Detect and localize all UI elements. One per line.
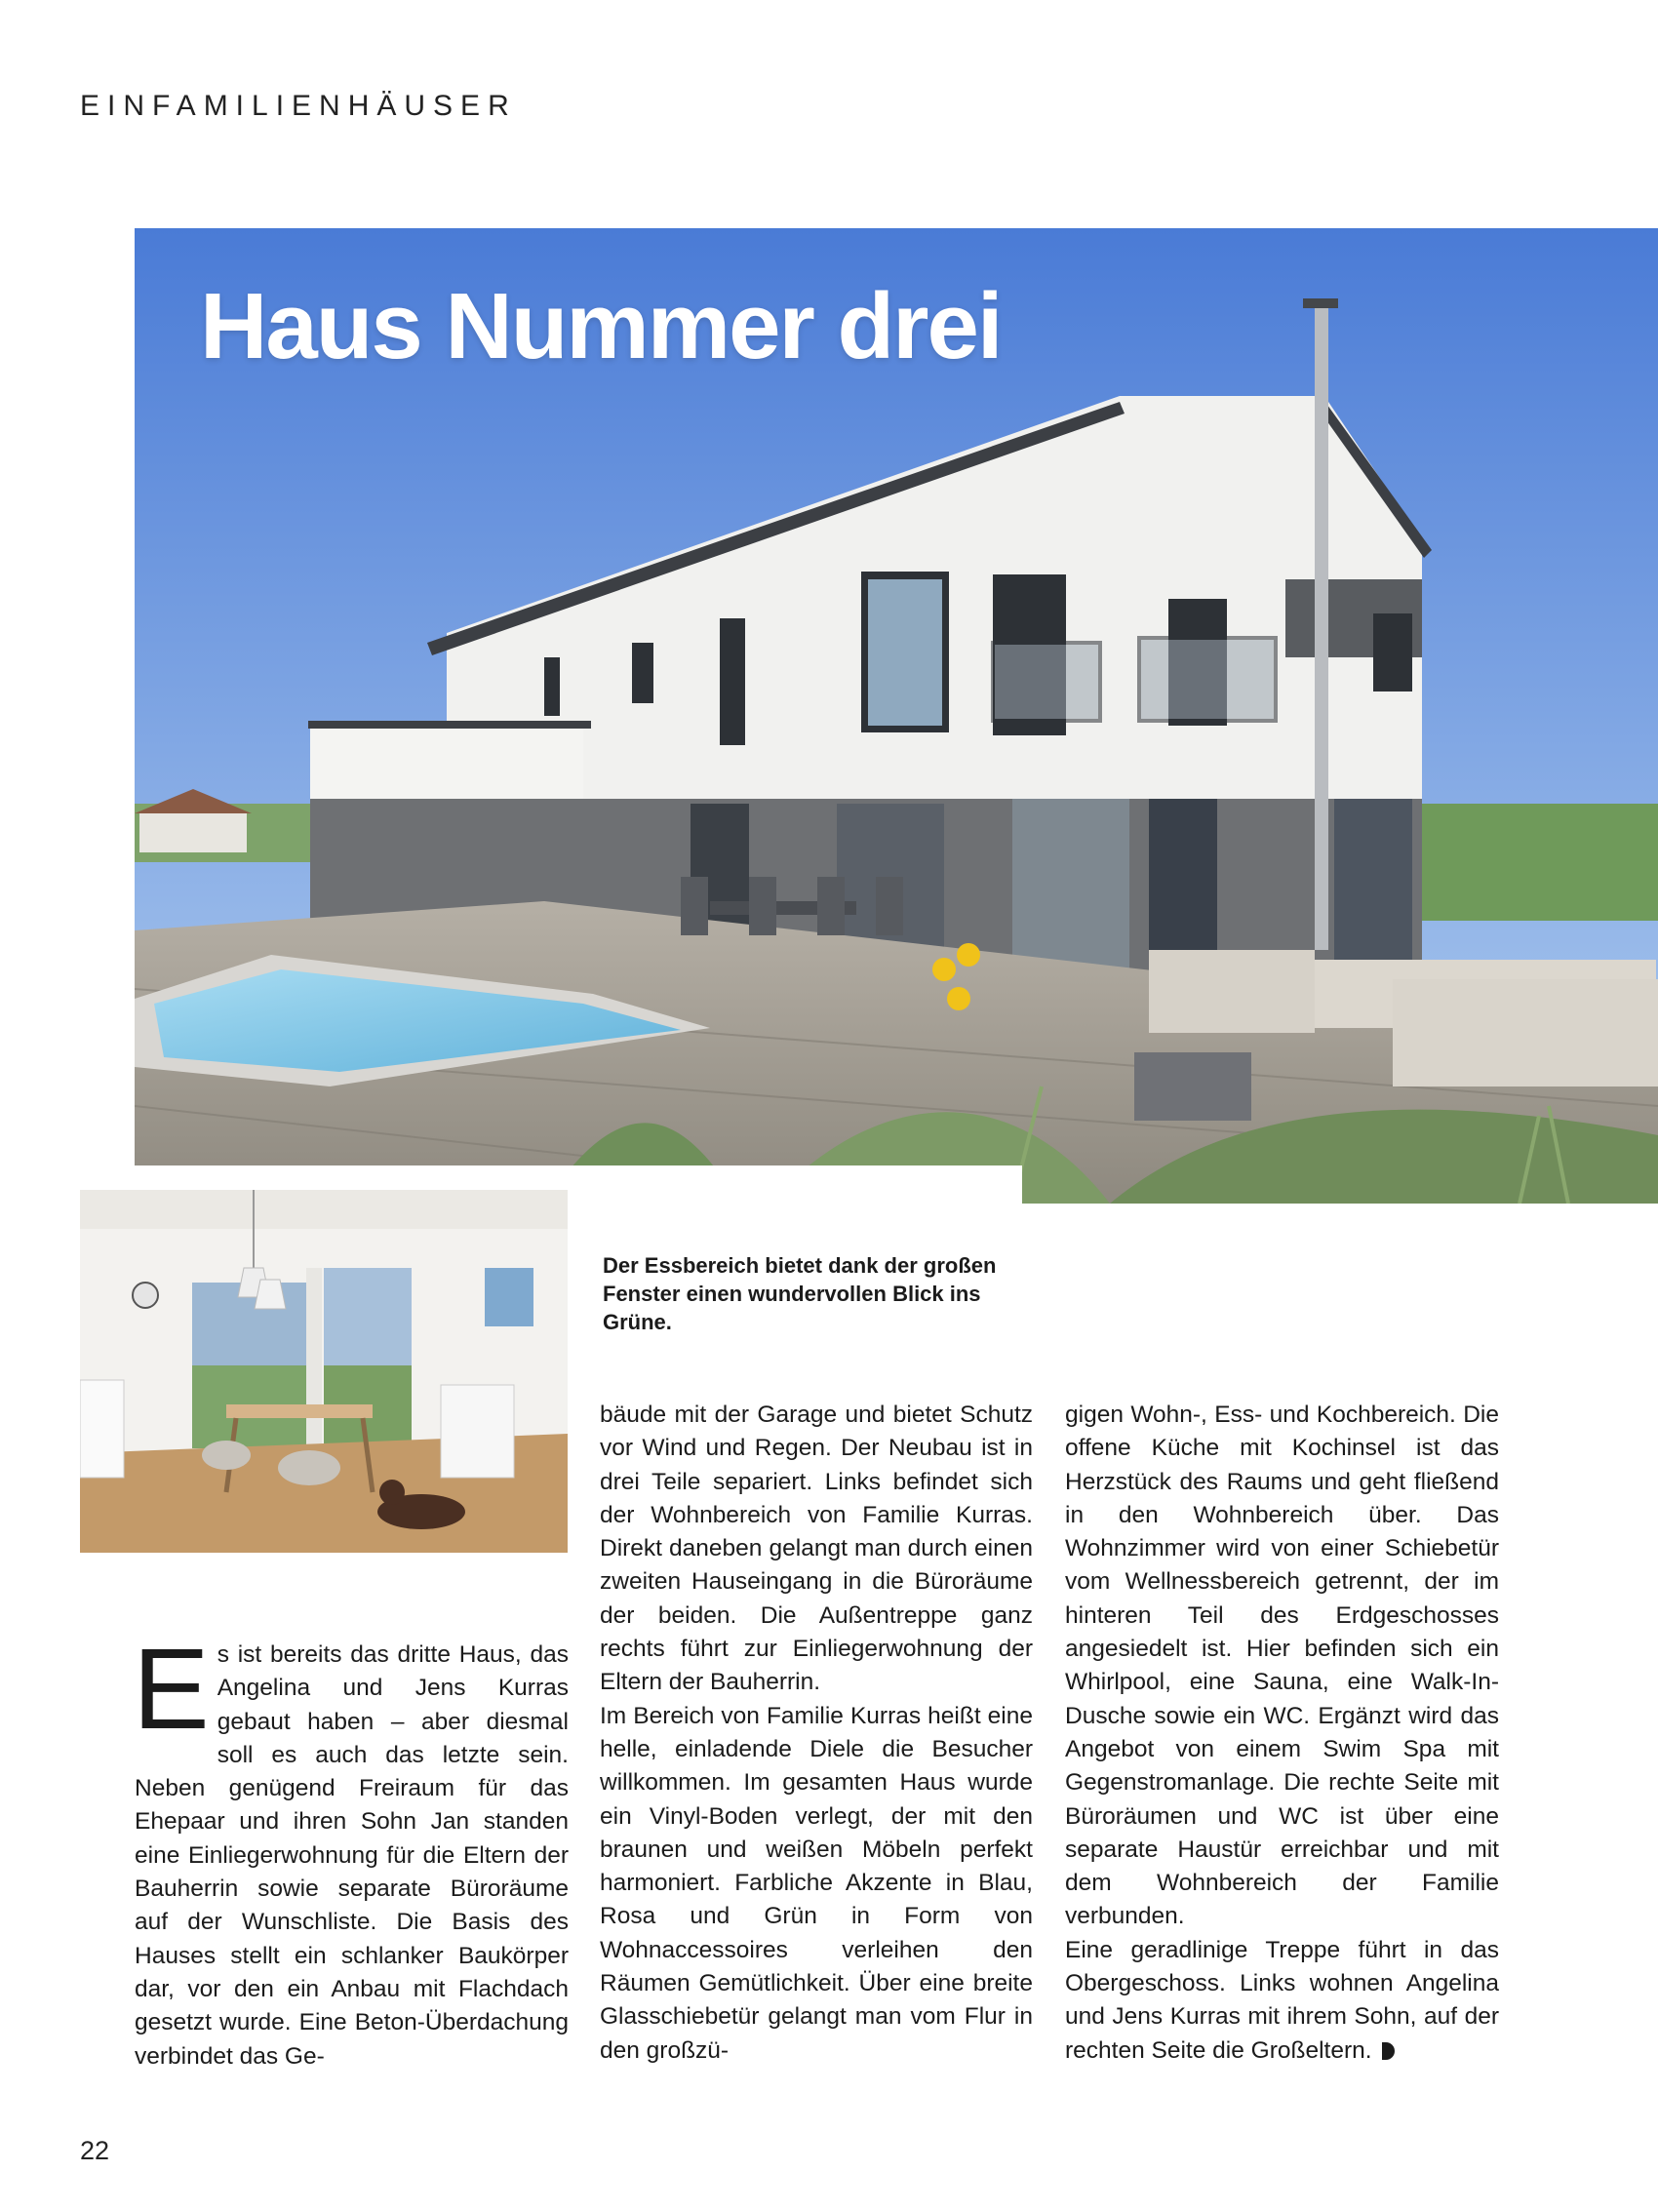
- section-label: EINFAMILIENHÄUSER: [80, 90, 517, 122]
- page-number: 22: [80, 2136, 110, 2165]
- body-paragraph-2-cont: gigen Wohn-, Ess- und Kochbereich. Die offene Küche mit Kochinsel ist das Herzstück des Raums und geht fließend in den Wohnbereich über. Das Wohnzimmer wird von einer Schiebetür vom Wellnessbereich getrennt, der im hinteren Teil des Erdgeschosses angesiedelt ist. Hier befinden sich ein Whirlpool, eine Sauna, eine Walk-In-Dusche sowie ein WC. Ergänzt wird das Angebot von einem Swim Spa mit Gegenstromanlage. Die rechte Seite mit Büroräumen und WC ist über eine separate Haustür erreichbar und mit dem Wohnbereich der Familie verbunden.: [1065, 1402, 1499, 1930]
- body-column-3: [1065, 1399, 1499, 2068]
- body-paragraph-3-text: Eine geradlinige Treppe führt in das Obergeschoss. Links wohnen Angelina und Jens Kurras mit ihrem Sohn, auf der rechten Seite die Großeltern.: [1065, 1936, 1499, 2064]
- body-paragraph-1-start: s ist bereits das dritte Haus, das Angelina und Jens Kurras gebaut haben – aber diesmal soll es auch das letzte sein. Neben genügend Freiraum für das Ehepaar und ihren Sohn Jan standen eine Einliegerwohnung für die Eltern der Bauherrin sowie separate Büroräume auf der Wunschliste. Die Basis des Hauses stellt ein schlanker Baukörper dar, vor den ein Anbau mit Flachdach gesetzt wurde. Eine Beton-Überdachung verbindet das Ge-: [135, 1641, 569, 2070]
- inset-photo-dining: [80, 1190, 568, 1553]
- body-paragraph-3: [1065, 1934, 1499, 2068]
- article-title: Haus Nummer drei: [200, 274, 1002, 378]
- body-paragraph-2: Im Bereich von Familie Kurras heißt eine helle, einladende Diele die Besucher willkommen. Im gesamten Haus wurde ein Vinyl-Boden verlegt, der mit den braunen und weißen Möbeln perfekt harmoniert. Farbliche Akzente in Blau, Rosa und Grün in Form von Wohnaccessoires verleihen den Räumen Gemütlichkeit. Über eine breite Glasschiebetür gelangt man vom Flur in den großzü-: [600, 1702, 1033, 2064]
- body-paragraph-1-cont: bäude mit der Garage und bietet Schutz vor Wind und Regen. Der Neubau ist in drei Teile separiert. Links befindet sich der Wohnbereich von Familie Kurras. Direkt daneben gelangt man durch einen zweiten Hauseingang in die Büroräume der beiden. Die Außentreppe ganz rechts führt zur Einliegerwohnung der Eltern der Bauherrin.: [600, 1402, 1033, 1696]
- end-mark-icon: [1382, 2042, 1395, 2060]
- body-column-1: [133, 1625, 569, 2074]
- drop-cap: E: [133, 1625, 210, 1754]
- body-column-2: [600, 1399, 1033, 2068]
- photo-caption: Der Essbereich bietet dank der großen Fenster einen wundervollen Blick ins Grüne.: [603, 1253, 997, 1334]
